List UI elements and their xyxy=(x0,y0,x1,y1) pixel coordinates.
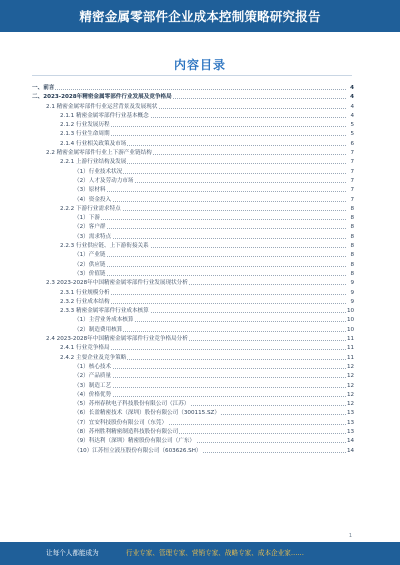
toc-entry-page: 7 xyxy=(350,187,354,194)
toc-entry-text: （1）下游 xyxy=(74,214,101,223)
toc-entry-page: 12 xyxy=(347,363,355,370)
toc-entry[interactable] xyxy=(32,177,354,186)
report-title: 精密金属零部件企业成本控制策略研究报告 xyxy=(79,9,321,24)
page-number: 1 xyxy=(348,533,352,539)
divider xyxy=(32,75,352,76)
toc-entry[interactable] xyxy=(32,326,354,335)
toc-entry-page: 9 xyxy=(350,298,354,305)
toc-entry-text: （8）苏州胜利精密制造科技股份有限公司 xyxy=(74,428,179,437)
toc-entry-text: （2）产品质量 xyxy=(74,372,112,381)
toc-entry[interactable] xyxy=(32,158,354,167)
toc-entry[interactable] xyxy=(32,428,354,437)
toc-entry[interactable] xyxy=(32,372,354,381)
toc-entry-page: 8 xyxy=(350,270,354,277)
toc-entry[interactable] xyxy=(32,307,354,316)
toc-entry-page: 12 xyxy=(347,391,355,398)
toc-entry-page: 9 xyxy=(350,289,354,296)
toc-entry-text: 2.2 精密金属零部件行业上下游产业链结构 xyxy=(46,149,153,158)
toc-entry-text: （6）长盈精密技术（深圳）股份有限公司（300115.SZ） xyxy=(74,409,221,418)
header-bar xyxy=(0,0,400,32)
toc-entry-page: 7 xyxy=(350,159,354,166)
toc-entry-text: （3）需求特点 xyxy=(74,233,112,242)
toc-entry-text: （3）原材料 xyxy=(74,186,107,195)
toc-entry[interactable] xyxy=(32,93,354,102)
toc-entry-page: 8 xyxy=(350,224,354,231)
toc-entry-text: （10）江苏恒立液压股份有限公司（603626.SH） xyxy=(74,447,203,456)
toc-entry-page: 14 xyxy=(347,438,355,445)
toc-entry[interactable] xyxy=(32,130,354,139)
toc-entry-page: 4 xyxy=(350,103,354,110)
footer-slogan-right: 行业专家、管理专家、营销专家、战略专家、成本企业家…… xyxy=(126,549,305,557)
toc-entry-page: 5 xyxy=(350,131,354,138)
toc-entry-text: 2.3 2023-2028年中国精密金属零部件行业发展现状分析 xyxy=(46,279,189,288)
toc-entry-page: 11 xyxy=(347,354,355,361)
toc-entry[interactable] xyxy=(32,344,354,353)
toc-entry[interactable] xyxy=(32,214,354,223)
toc-entry-page: 10 xyxy=(347,326,355,333)
toc-entry-page: 7 xyxy=(350,168,354,175)
toc-entry-text: （1）核心技术 xyxy=(74,363,112,372)
toc-entry[interactable] xyxy=(32,205,354,214)
dot-leader xyxy=(74,191,346,192)
toc-entry-text: 一、前言 xyxy=(32,84,55,93)
toc-entry-text: 2.3.3 精密金属零部件行业成本核算 xyxy=(60,307,150,316)
toc-entry[interactable] xyxy=(32,354,354,363)
toc-entry-page: 4 xyxy=(350,112,354,119)
footer-slogan-left: 让每个人都能成为 xyxy=(46,549,99,557)
toc-entry-text: （4）资金投入 xyxy=(74,196,112,205)
toc-entry-text: （5）苏州春秋电子科技股份有限公司（江苏） xyxy=(74,400,190,409)
toc-entry-page: 8 xyxy=(350,261,354,268)
toc-entry[interactable] xyxy=(32,121,354,130)
dot-leader xyxy=(74,377,346,378)
toc-entry-text: （1）行业技术状况 xyxy=(74,168,123,177)
toc-entry[interactable] xyxy=(32,382,354,391)
toc-entry[interactable] xyxy=(32,84,354,93)
dot-leader xyxy=(74,256,346,257)
toc-entry-text: 2.1.4 行业相关政策及市场 xyxy=(60,140,127,149)
toc-entry-text: 2.1 精密金属零部件行业运营背景及发展现状 xyxy=(46,103,158,112)
toc-entry[interactable] xyxy=(32,409,354,418)
toc-entry[interactable] xyxy=(32,242,354,251)
dot-leader xyxy=(74,275,346,276)
toc-entry-text: （2）供应链 xyxy=(74,261,107,270)
toc-entry[interactable] xyxy=(32,279,354,288)
toc-entry[interactable] xyxy=(32,223,354,232)
toc-entry-text: 2.1.1 精密金属零部件行业基本概念 xyxy=(60,112,150,121)
toc-entry-text: （1）主营业务成本核算 xyxy=(74,316,135,325)
toc-entry[interactable] xyxy=(32,149,354,158)
toc-entry-page: 8 xyxy=(350,215,354,222)
toc-entry-text: （3）价值链 xyxy=(74,270,107,279)
toc-entry[interactable] xyxy=(32,168,354,177)
toc-entry-page: 12 xyxy=(347,401,355,408)
toc-entry-page: 4 xyxy=(350,85,354,91)
toc-entry-text: （7）宜安科技股份有限公司（东莞） xyxy=(74,419,168,428)
toc-entry-page: 11 xyxy=(347,345,355,352)
toc-entry-page: 13 xyxy=(347,428,355,435)
toc-entry-text: （3）制造工艺 xyxy=(74,382,112,391)
toc-entry[interactable] xyxy=(32,400,354,409)
toc-entry-page: 5 xyxy=(350,122,354,129)
toc-entry-page: 13 xyxy=(347,410,355,417)
toc-entry-text: 2.1.2 行业发展历程 xyxy=(60,121,111,130)
toc-title: 内容目录 xyxy=(173,58,226,72)
toc-entry[interactable] xyxy=(32,447,354,456)
toc-entry[interactable] xyxy=(32,298,354,307)
toc-entry-page: 12 xyxy=(347,382,355,389)
toc-entry-page: 8 xyxy=(350,252,354,259)
toc-entry[interactable] xyxy=(32,261,354,270)
toc-entry-page: 11 xyxy=(347,336,355,343)
toc-entry[interactable] xyxy=(32,335,354,344)
toc-entry[interactable] xyxy=(32,233,354,242)
toc-entry-text: （4）价格优势 xyxy=(74,391,112,400)
toc-entry-page: 7 xyxy=(350,196,354,203)
toc-entry-text: （1）产业链 xyxy=(74,251,107,260)
toc-entry-page: 7 xyxy=(350,177,354,184)
toc-entry-page: 9 xyxy=(350,280,354,287)
toc-entry[interactable] xyxy=(32,419,354,428)
toc-entry-page: 12 xyxy=(347,373,355,380)
dot-leader xyxy=(74,201,346,202)
toc-entry[interactable] xyxy=(32,289,354,298)
dot-leader xyxy=(74,266,346,267)
toc-entry[interactable] xyxy=(32,196,354,205)
dot-leader xyxy=(74,238,346,239)
toc-entry[interactable] xyxy=(32,316,354,325)
toc-entry-text: 2.2.1 上游行业结构及发展 xyxy=(60,158,127,167)
toc-entry-text: 2.4.1 行业竞争格局 xyxy=(60,344,111,353)
toc-entry[interactable] xyxy=(32,103,354,112)
dot-leader xyxy=(74,368,346,369)
toc-entry-text: （9）科达利（深圳）精密股份有限公司（广东） xyxy=(74,437,196,446)
toc-entry[interactable] xyxy=(32,186,354,195)
toc-entry-page: 10 xyxy=(347,317,355,324)
dot-leader xyxy=(74,228,346,229)
toc-entry-text: 2.2.3 行业供应链、上下游衔接关系 xyxy=(60,242,150,251)
toc-entry[interactable] xyxy=(32,437,354,446)
toc-entry-text: 2.1.3 行业生命周期 xyxy=(60,130,111,139)
toc-entry-page: 4 xyxy=(350,94,354,101)
table-of-contents xyxy=(32,84,354,456)
toc-entry-text: 2.3.1 行业规模分析 xyxy=(60,289,111,298)
toc-entry[interactable] xyxy=(32,140,354,149)
toc-entry[interactable] xyxy=(32,270,354,279)
toc-entry-text: 2.4.2 主要企业及竞争策略 xyxy=(60,354,127,363)
dot-leader xyxy=(32,89,346,90)
toc-entry-page: 7 xyxy=(350,150,354,157)
dot-leader xyxy=(74,387,346,388)
toc-entry-text: 2.4 2023-2028年中国精密金属零部件行业竞争格局分析 xyxy=(46,335,189,344)
toc-entry-page: 8 xyxy=(350,205,354,212)
toc-entry-page: 8 xyxy=(350,243,354,250)
toc-entry[interactable] xyxy=(32,391,354,400)
toc-entry-page: 10 xyxy=(347,308,355,315)
toc-entry-page: 14 xyxy=(347,447,355,454)
footer-bar xyxy=(0,542,400,565)
toc-entry-text: 2.3.2 行业成本结构 xyxy=(60,298,111,307)
toc-entry-page: 8 xyxy=(350,233,354,240)
toc-entry-text: 二、2023-2028年精密金属零部件行业发展及竞争格局 xyxy=(32,93,173,102)
toc-entry[interactable] xyxy=(32,363,354,372)
toc-entry-text: （2）人才及劳动力市场 xyxy=(74,177,135,186)
toc-entry-text: （2）制造费用核算 xyxy=(74,326,123,335)
toc-entry-page: 6 xyxy=(350,140,354,147)
toc-entry-text: 2.2.2 下游行业需求特点 xyxy=(60,205,122,214)
toc-entry-page: 13 xyxy=(347,419,355,426)
dot-leader xyxy=(74,396,346,397)
dot-leader xyxy=(74,219,346,220)
toc-entry[interactable] xyxy=(32,112,354,121)
toc-entry[interactable] xyxy=(32,251,354,260)
toc-entry-text: （2）客户群 xyxy=(74,223,107,232)
